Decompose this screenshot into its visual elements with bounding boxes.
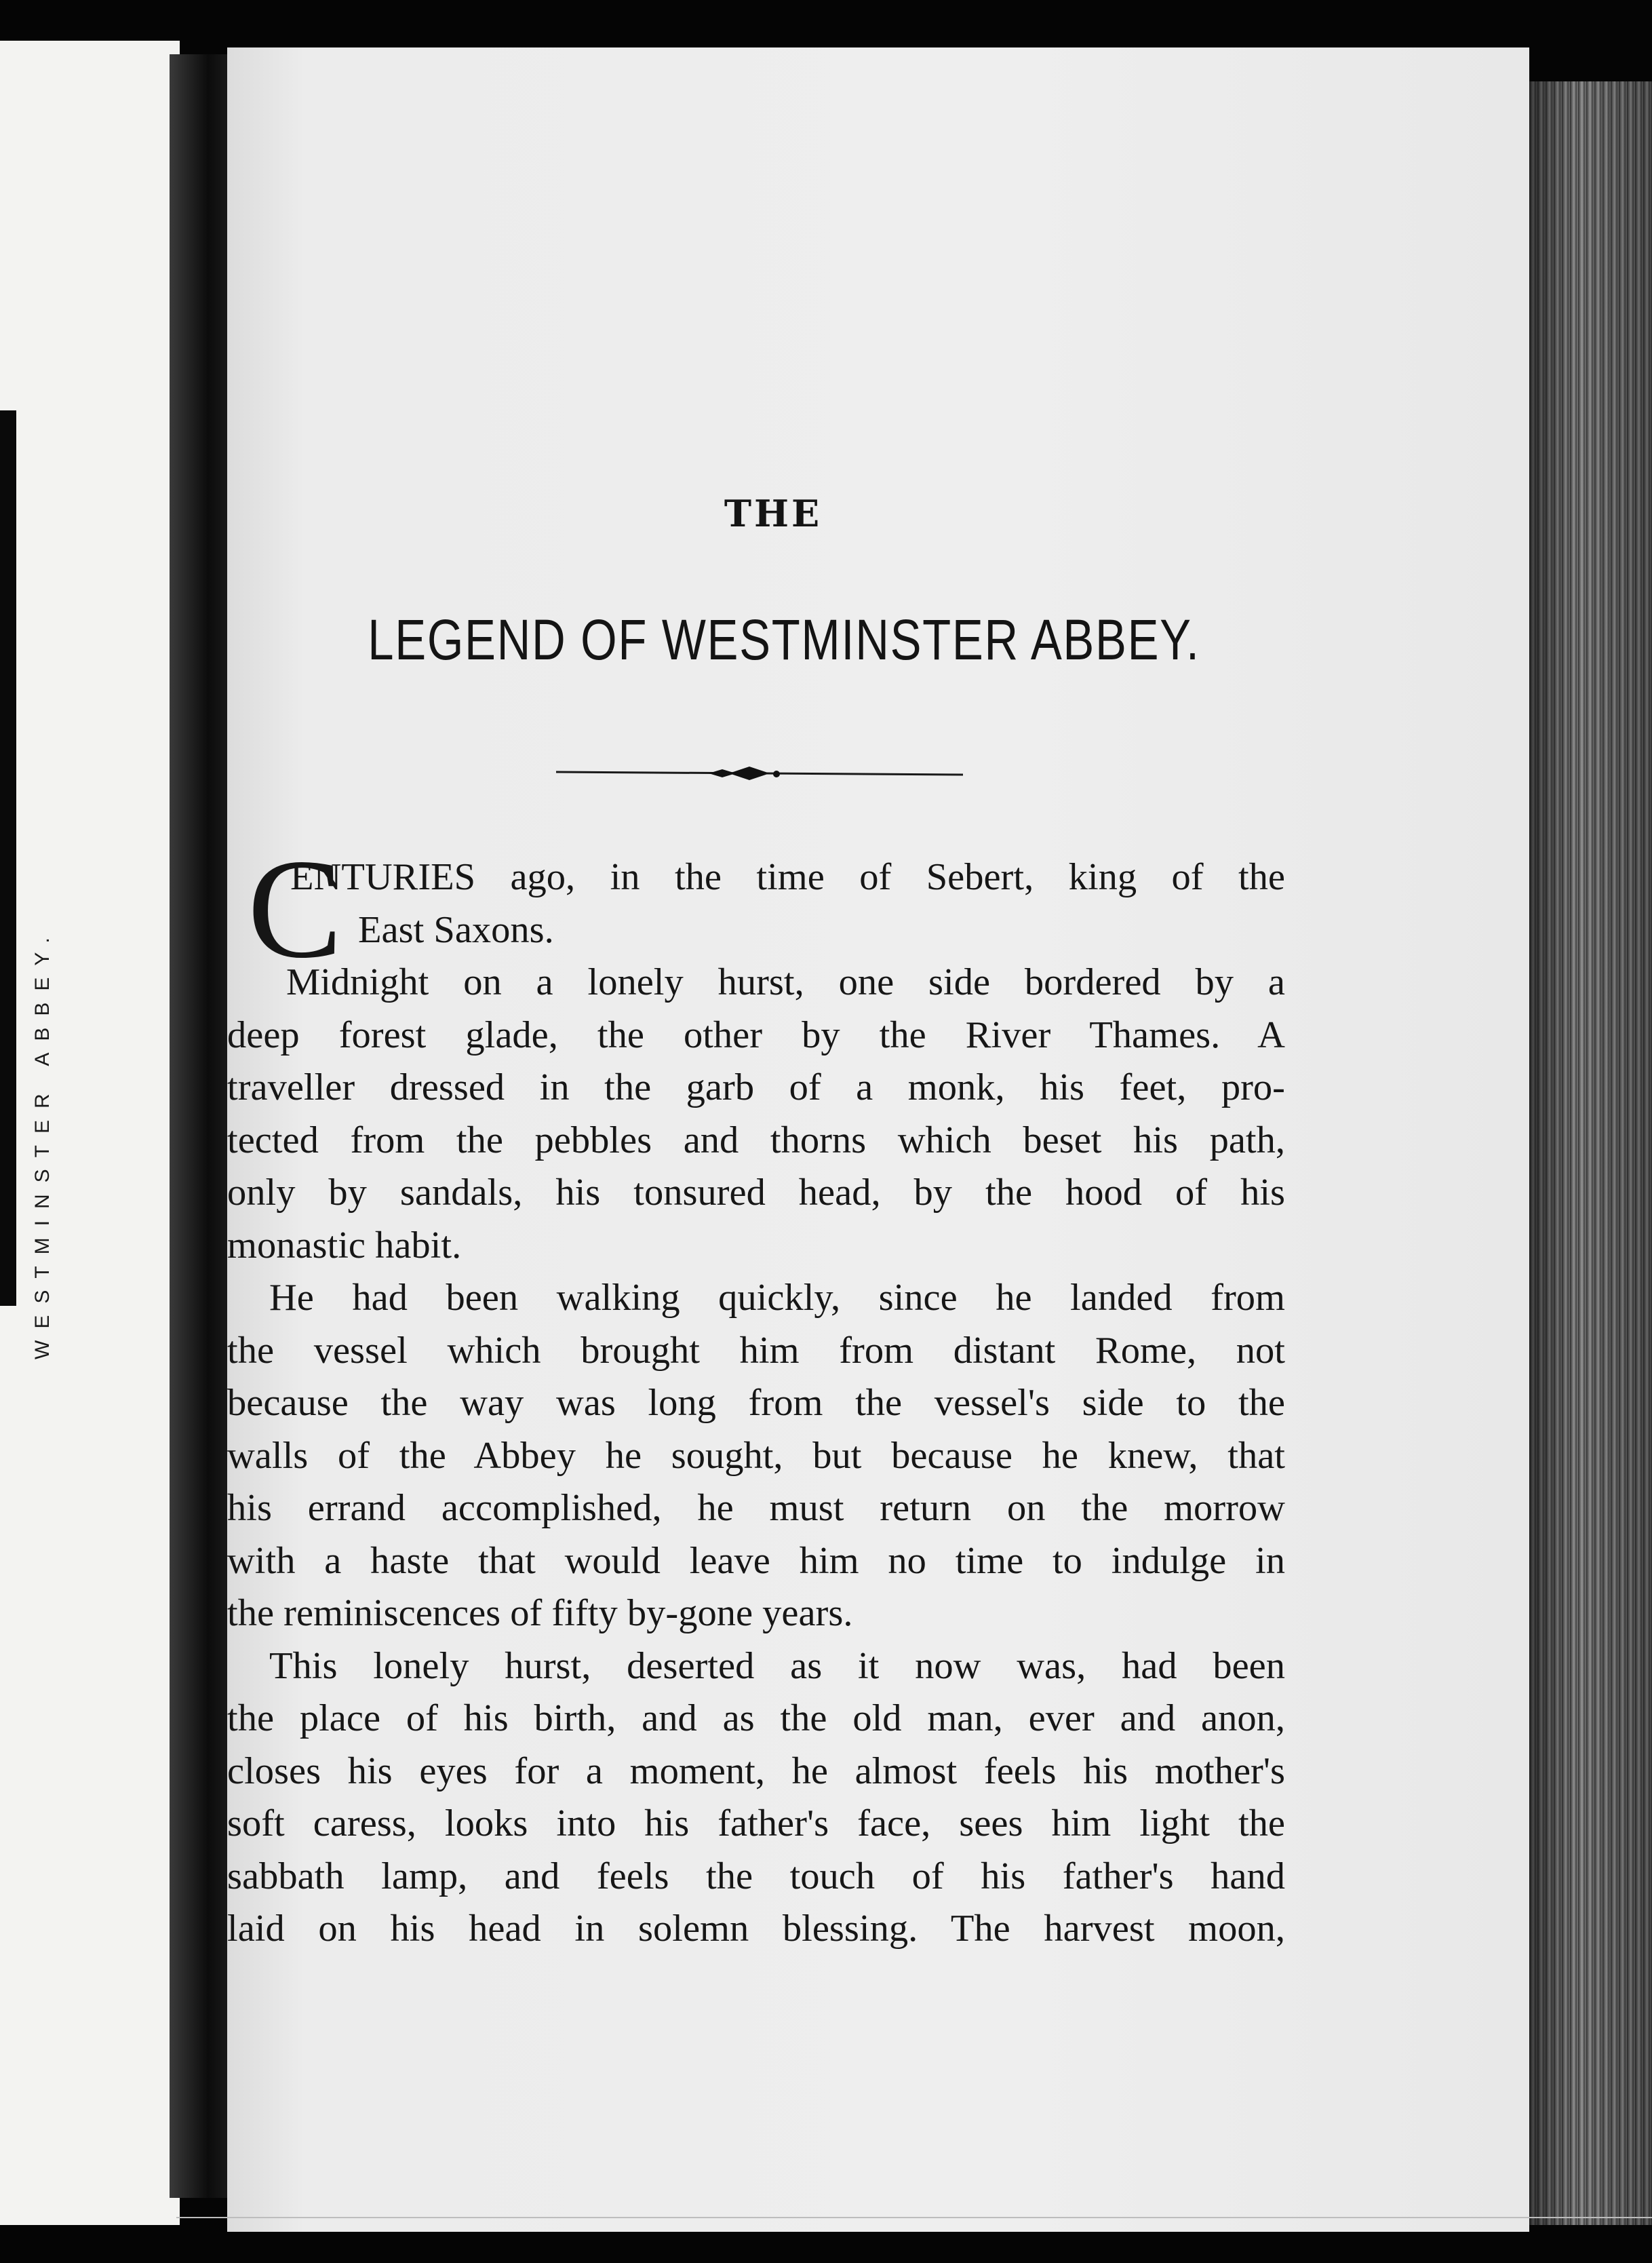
text-line: only by sandals, his tonsured head, by the hood of his (227, 1172, 1285, 1214)
text-line: the place of his birth, and as the old man, ever and anon, (227, 1697, 1285, 1739)
body-text (227, 851, 1285, 1956)
text-line: laid on his head in solemn blessing. The harvest moon, (227, 1908, 1285, 1950)
paragraph-1 (227, 851, 1285, 956)
text-line: walls of the Abbey he sought, but because he knew, that (227, 1434, 1285, 1477)
scan-bottom-line (176, 2217, 1652, 2218)
text-line: traveller dressed in the garb of a monk, his feet, pro- (227, 1066, 1285, 1108)
text-line: He had been walking quickly, since he landed from (269, 1277, 1285, 1319)
left-page-edge-shadow (0, 410, 16, 1306)
left-page (0, 41, 180, 2225)
text-line: East Saxons. (358, 908, 554, 951)
text-line: closes his eyes for a moment, he almost feels his mother's (227, 1749, 1285, 1792)
text-line: sabbath lamp, and feels the touch of his father's hand (227, 1855, 1285, 1897)
text-line: tected from the pebbles and thorns which beset his path, (227, 1119, 1285, 1161)
text-line: soft caress, looks into his father's face, sees him light the (227, 1802, 1285, 1844)
running-head: WESTMINSTER ABBEY. (31, 926, 54, 1360)
text-line: the reminiscences of fifty by-gone years. (227, 1592, 853, 1634)
text-line: the vessel which brought him from distant Rome, not (227, 1329, 1285, 1372)
drop-cap: C (248, 830, 343, 988)
book-gutter (170, 54, 234, 2198)
chapter-title: LEGEND OF WESTMINSTER ABBEY. (368, 608, 1200, 672)
text-line: monastic habit. (227, 1224, 462, 1266)
chapter-title-small: THE (724, 492, 823, 535)
ornament-divider-icon (556, 762, 963, 783)
paragraph-4 (227, 1640, 1285, 1956)
page-stack-edge (1529, 81, 1652, 2225)
text-line: ENTURIES ago, in the time of Sebert, king of the (290, 856, 1285, 898)
text-line: his errand accomplished, he must return on the morrow (227, 1487, 1285, 1529)
paragraph-3 (227, 1272, 1285, 1640)
paragraph-2 (227, 956, 1285, 1272)
text-line: This lonely hurst, deserted as it now was, had been (269, 1644, 1285, 1687)
text-line: because the way was long from the vessel's side to the (227, 1382, 1285, 1424)
text-line: with a haste that would leave him no time to indulge in (227, 1539, 1285, 1582)
text-line: deep forest glade, the other by the River Thames. A (227, 1013, 1285, 1056)
text-line: Midnight on a lonely hurst, one side bordered by a (286, 961, 1285, 1003)
